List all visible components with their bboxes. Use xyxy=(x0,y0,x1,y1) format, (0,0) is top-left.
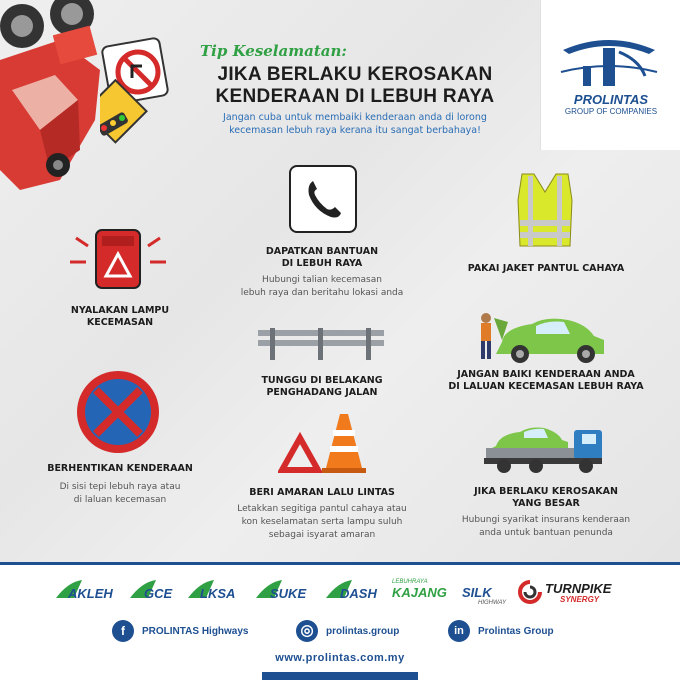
highway-dash-logo: DASH xyxy=(340,586,377,601)
no-stopping-sign-icon xyxy=(74,368,164,458)
footer-divider xyxy=(0,562,680,565)
instagram-icon[interactable]: ◎ xyxy=(296,620,318,642)
hazard-light-icon xyxy=(66,226,170,296)
turnpike-sub-label: SYNERGY xyxy=(560,595,600,604)
linkedin-icon[interactable]: in xyxy=(448,620,470,642)
instagram-link[interactable]: prolintas.group xyxy=(326,626,400,637)
repair-title-line2: DI LALUAN KECEMASAN LEBUH RAYA xyxy=(448,381,644,392)
warn-desc-line3: sebagai isyarat amaran xyxy=(268,530,376,540)
repair-title-line1: JANGAN BAIKI KENDERAAN ANDA xyxy=(457,369,635,380)
kajang-sub-label: HIGHWAY xyxy=(478,600,507,606)
barrier-title-line1: TUNGGU DI BELAKANG xyxy=(261,375,383,386)
car-repair-icon xyxy=(474,312,614,364)
kajang-main-label: KAJANG xyxy=(392,585,447,600)
phone-icon-box xyxy=(289,165,357,233)
tow-title-line2: YANG BESAR xyxy=(512,498,580,509)
highway-gce-logo: GCE xyxy=(144,586,173,601)
facebook-icon[interactable]: f xyxy=(112,620,134,642)
hazard-title-line2: KECEMASAN xyxy=(86,317,154,328)
highway-akleh-logo: AKLEH xyxy=(68,586,113,601)
highway-suke-logo: SUKE xyxy=(270,586,307,601)
page-title-line1: JIKA BERLAKU KEROSAKAN xyxy=(217,64,493,85)
tip-label: Tip Keselamatan: xyxy=(200,42,347,60)
tow-desc-line2: anda untuk bantuan penunda xyxy=(479,528,613,538)
vest-title: PAKAI JAKET PANTUL CAHAYA xyxy=(467,263,625,274)
prolintas-logo xyxy=(540,0,680,150)
warn-title: BERI AMARAN LALU LINTAS xyxy=(249,487,395,498)
logo-tagline: GROUP OF COMPANIES xyxy=(564,107,658,116)
phone-icon xyxy=(291,167,355,231)
subtitle-line1: Jangan cuba untuk membaiki kenderaan anda di lorong xyxy=(223,112,487,123)
kajang-silk-label: SILK xyxy=(462,585,492,600)
logo-name: PROLINTAS xyxy=(573,92,649,107)
prolintas-logo-mark-icon xyxy=(559,36,663,86)
subtitle-line2: kecemasan lebuh raya kerana itu sangat berbahaya! xyxy=(229,125,481,136)
call-desc-line1: Hubungi talian kecemasan xyxy=(262,275,382,285)
warn-desc-line1: Letakkan segitiga pantul cahaya atau xyxy=(237,504,407,514)
highway-lksa-logo: LKSA xyxy=(200,586,236,601)
hazard-title-line1: NYALAKAN LAMPU xyxy=(70,305,170,316)
call-title-line1: DAPATKAN BANTUAN xyxy=(265,246,379,257)
kajang-top-label: LEBUHRAYA xyxy=(392,579,428,585)
road-barrier-icon xyxy=(258,326,386,362)
call-desc-line2: lebuh raya dan beritahu lokasi anda xyxy=(240,288,404,298)
website-link[interactable]: www.prolintas.com.my xyxy=(275,652,405,664)
tow-title-line1: JIKA BERLAKU KEROSAKAN xyxy=(474,486,618,497)
tow-desc-line1: Hubungi syarikat insurans kenderaan xyxy=(461,515,631,525)
warning-triangle-cone-icon xyxy=(278,410,368,476)
barrier-title-line2: PENGHADANG JALAN xyxy=(266,387,378,398)
call-title-line2: DI LEBUH RAYA xyxy=(281,258,363,269)
stop-desc-line1: Di sisi tepi lebuh raya atau xyxy=(59,482,181,492)
linkedin-link[interactable]: Prolintas Group xyxy=(478,626,554,637)
tow-truck-icon xyxy=(482,420,608,476)
website-underline-bar xyxy=(262,672,418,680)
reflective-vest-icon xyxy=(512,170,578,250)
turnpike-main-label: TURNPIKE xyxy=(545,581,612,596)
turnpike-swirl-icon xyxy=(518,580,542,604)
facebook-link[interactable]: PROLINTAS Highways xyxy=(142,626,249,637)
page-title-line2: KENDERAAN DI LEBUH RAYA xyxy=(215,86,495,107)
stop-title: BERHENTIKAN KENDERAAN xyxy=(47,463,193,474)
stop-desc-line2: di laluan kecemasan xyxy=(73,495,167,505)
warn-desc-line2: kon keselamatan serta lampu suluh xyxy=(241,517,403,527)
